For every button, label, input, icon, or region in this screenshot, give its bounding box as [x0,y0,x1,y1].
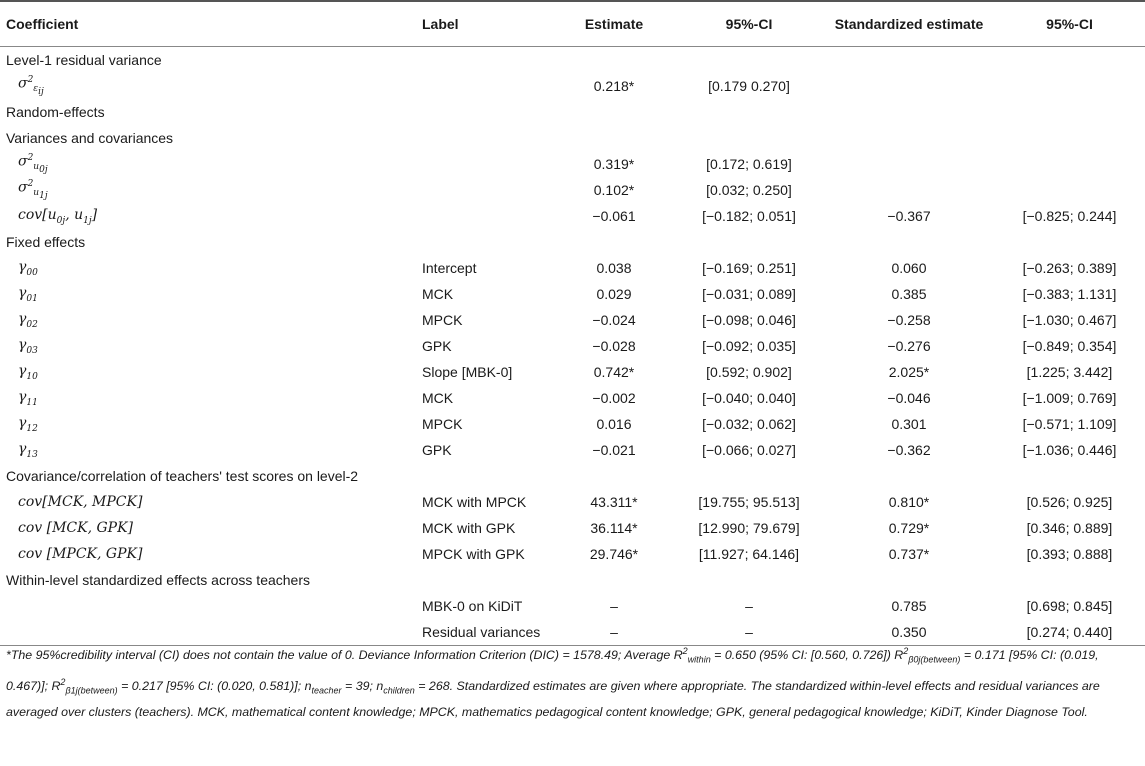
cell-ci: [−0.040; 0.040] [702,390,796,406]
cell-std-ci: [0.274; 0.440] [994,619,1145,646]
cell-estimate: 0.029 [596,286,632,302]
table-row [0,385,1145,411]
cell-estimate: 0.038 [596,260,632,276]
header-coefficient: Coefficient [0,1,414,47]
table-row [0,307,1145,333]
cell-estimate: – [554,619,674,646]
cell-label: MBK-0 on KiDiT [422,598,523,614]
cell-ci: [19.755; 95.513] [698,494,800,510]
header-estimate: Estimate [554,1,674,47]
cell-estimate: −0.028 [592,338,636,354]
section-fixed: Fixed effects [6,234,86,250]
cell-label: MPCK [422,416,463,432]
table-row [0,177,1145,203]
cell-std-ci: [−0.849; 0.354] [1022,338,1117,354]
header-label: Label [414,1,554,47]
cell-estimate: 43.311* [590,494,638,510]
cell-label: Intercept [422,260,477,276]
cell-ci: [12.990; 79.679] [698,520,800,536]
cell-label: MPCK [422,312,463,328]
section-covcorr: Covariance/correlation of teachers' test scores on level-2 [6,468,359,484]
cell-label: MCK with GPK [422,520,516,536]
cell-std-ci: [−0.383; 1.131] [1022,286,1117,302]
table-row [0,151,1145,177]
symbol-gamma: $\gamma_{13}$ [18,440,38,460]
symbol-gamma: $\gamma_{10}$ [18,362,38,382]
symbol-gamma: $\gamma_{12}$ [18,414,38,434]
cell-std-estimate: 0.385 [891,286,927,302]
section-within: Within-level standardized effects across teachers [6,572,310,588]
cell-estimate: – [610,598,618,614]
cell-estimate: 0.742* [593,364,635,380]
cell-estimate: 29.746* [589,546,639,562]
cell-ci: [−0.098; 0.046] [702,312,796,328]
cell-std-ci: [1.225; 3.442] [1026,364,1113,380]
cell-ci: [0.032; 0.250] [706,182,792,198]
section-varcov: Variances and covariances [6,130,174,146]
cell-std-ci: [−1.036; 0.446] [1022,442,1117,458]
cell-label: MCK with MPCK [422,494,527,510]
cell-ci: [0.592; 0.902] [706,364,792,380]
cell-std-ci: [−1.030; 0.467] [1022,312,1117,328]
cell-std-ci: [−0.571; 1.109] [1022,416,1117,432]
cell-std-estimate: 0.737* [888,546,930,562]
symbol-gamma: $\gamma_{02}$ [18,310,38,330]
cell-label: GPK [422,338,452,354]
section-level1: Level-1 residual variance [6,52,162,68]
cell-std-ci: [0.346; 0.889] [1026,520,1113,536]
cell-std-estimate: 0.785 [891,598,927,614]
header-ci: 95%-CI [674,1,824,47]
symbol-sigma-u1: $\sigma^2_{u_{1j}}$ [18,178,48,202]
cell-std-estimate: 0.060 [891,260,927,276]
cell-ci: [0.179 0.270] [708,78,790,94]
cell-label: MCK [422,286,454,302]
table-footnote: *The 95%credibility interval (CI) does not contain the value of 0. Deviance Information Criterion (DIC) = 1578.49; Average $R^2_{within} = 0.650$ (95% CI: [0.560, 0.726]) $R^2_{\beta 0j(between)} = 0.171$ [95% CI: (0.019, 0.467)]; $R^2_{\beta 1j(between)} = 0.217$ [95% CI: (0.020, 0.581)]; $n_{teacher} = 39$; $n_{children} = 268$. Standardized estimates are given where appropriate. The standardized within-level effects and residual variances are averaged over clusters (teachers). MCK, mathematical content knowledge; MPCK, mathematics pedagogical content knowledge; GPK, general pedagogical knowledge; KiDiT, Kinder Diagnose Tool. [6,646,1100,720]
section-random: Random-effects [6,104,105,120]
header-std-estimate: Standardized estimate [824,1,994,47]
cell-estimate: 0.016 [596,416,632,432]
cell-std-ci: [0.393; 0.888] [1026,546,1113,562]
cell-std-estimate: 0.350 [824,619,994,646]
table-row [0,255,1145,281]
cell-label: Slope [MBK-0] [422,364,513,380]
cell-label: GPK [422,442,452,458]
cell-ci: [−0.092; 0.035] [702,338,796,354]
table-row [0,411,1145,437]
cell-ci: [−0.032; 0.062] [702,416,796,432]
cell-std-estimate: −0.046 [887,390,931,406]
symbol-cov: cov[MCK, MPCK] [18,494,143,510]
cell-std-ci: [−1.009; 0.769] [1022,390,1117,406]
table-row [0,281,1145,307]
cell-std-estimate: 0.810* [888,494,930,510]
cell-ci: – [745,598,753,614]
table-row [0,203,1145,229]
cell-std-ci: [0.526; 0.925] [1026,494,1113,510]
table-row [0,359,1145,385]
table-row [0,515,1145,541]
table-row [0,73,1145,99]
cell-ci: [−0.182; 0.051] [702,208,796,224]
cell-std-estimate: −0.362 [887,442,931,458]
cell-ci: [−0.066; 0.027] [702,442,796,458]
cell-std-estimate: 2.025* [888,364,930,380]
cell-ci: [11.927; 64.146] [698,546,800,562]
symbol-cov-u: $cov[u_{0j}$, $u_{1j}$] [18,206,98,226]
symbol-gamma: $\gamma_{01}$ [18,284,38,304]
cell-std-estimate: 0.301 [891,416,927,432]
table-header [0,1,1145,47]
cell-std-ci: [−0.825; 0.244] [1022,208,1117,224]
cell-estimate: −0.021 [592,442,636,458]
symbol-sigma-u0: $\sigma^2_{u_{0j}}$ [18,152,48,176]
table-row [0,593,1145,619]
cell-ci: [0.172; 0.619] [706,156,792,172]
cell-estimate: 0.218* [593,78,635,94]
cell-ci: [−0.169; 0.251] [702,260,796,276]
cell-label: MCK [422,390,454,406]
cell-estimate: −0.061 [592,208,636,224]
cell-estimate: 36.114* [590,520,638,536]
table-row [0,437,1145,463]
table-row [0,541,1145,567]
cell-std-estimate: −0.258 [887,312,931,328]
cell-label: Residual variances [414,619,554,646]
symbol-gamma: $\gamma_{11}$ [18,388,38,408]
cell-std-estimate: 0.729* [888,520,930,536]
symbol-cov: cov [MPCK, GPK] [18,546,143,562]
cell-label: MPCK with GPK [422,546,525,562]
cell-ci: – [674,619,824,646]
cell-estimate: 0.319* [593,156,635,172]
table-row [0,489,1145,515]
cell-ci: [−0.031; 0.089] [702,286,796,302]
cell-std-ci: [0.698; 0.845] [1026,598,1113,614]
header-std-ci: 95%-CI [994,1,1145,47]
cell-std-estimate: −0.276 [887,338,931,354]
symbol-gamma: $\gamma_{03}$ [18,336,38,356]
cell-estimate: −0.024 [592,312,636,328]
table-row [0,333,1145,359]
symbol-cov: cov [MCK, GPK] [18,520,134,536]
symbol-sigma-eps: $\sigma^2_{\varepsilon_{ij}}$ [18,74,44,98]
cell-estimate: −0.002 [592,390,636,406]
cell-std-estimate: −0.367 [887,208,931,224]
cell-std-ci: [−0.263; 0.389] [1022,260,1117,276]
symbol-gamma: $\gamma_{00}$ [18,258,38,278]
cell-estimate: 0.102* [593,182,635,198]
